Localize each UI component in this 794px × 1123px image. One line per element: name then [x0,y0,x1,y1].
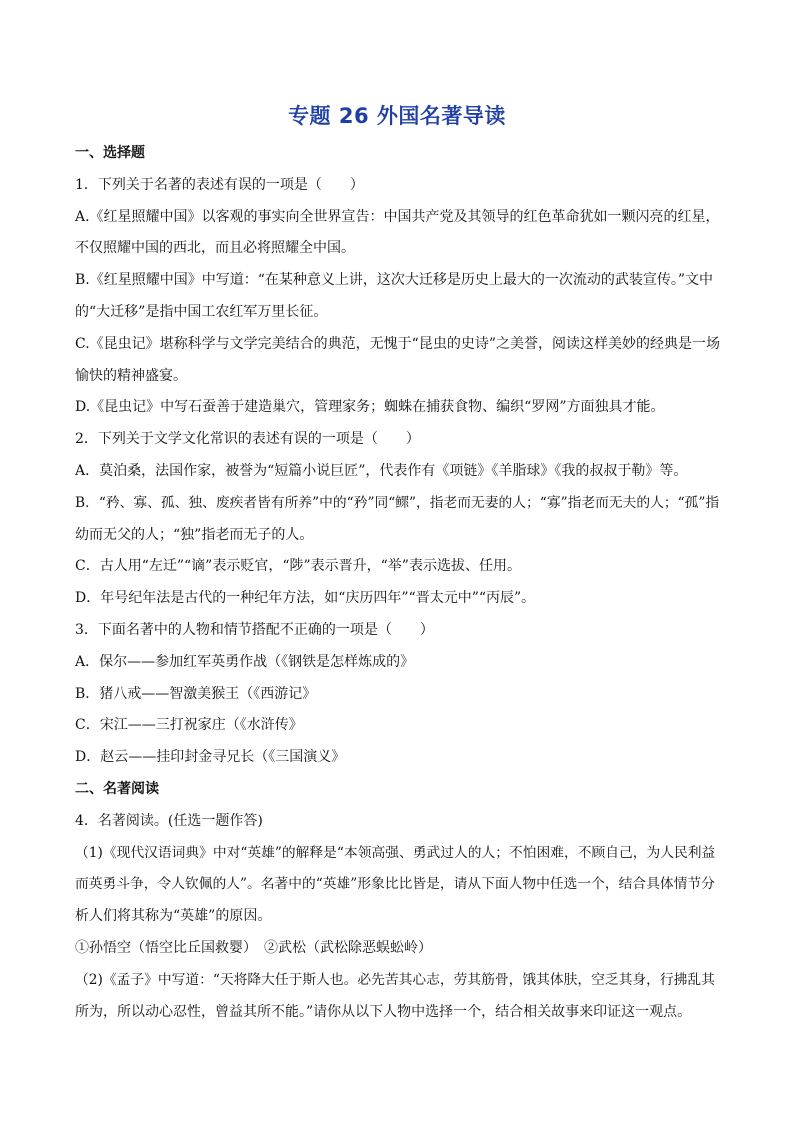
text-line: 不仅照耀中国的西北，而且必将照耀全中国。 [75,240,355,257]
text-line: D．赵云——挂印封金寻兄长（《三国演义》 [75,749,346,766]
text-line: 幼而无父的人；“独”指老而无子的人。 [75,526,314,543]
text-line: 4．名著阅读。(任选一题作答) [75,812,263,829]
text-line: 所为，所以动心忍性，曾益其所不能。”请你从以下人物中选择一个，结合相关故事来印证这一观点。 [75,1003,692,1020]
text-line: C．古人用“左迁”“谪”表示贬官，“陟”表示晋升，“举”表示选拔、任用。 [75,558,521,575]
text-line: 的“大迁移”是指中国工农红军万里长征。 [75,303,328,320]
text-line: 析人们将其称为“英雄”的原因。 [75,908,272,925]
text-line: （2)《孟子》中写道：“天将降大任于斯人也。必先苦其心志，劳其筋骨，饿其体肤，空乏其身，行拂乱其 [75,971,715,988]
section-heading: 二、名著阅读 [75,780,159,797]
text-line: B.《红星照耀中国》中写道：“在某种意义上讲，这次大迁移是历史上最大的一次流动的武装宣传。”文中 [75,272,714,289]
document-title: 专题 26 外国名著导读 [288,104,506,128]
text-line: A.《红星照耀中国》以客观的事实向全世界宣告：中国共产党及其领导的红色革命犹如一颗闪亮的红星， [75,208,720,225]
text-line: （1)《现代汉语词典》中对“英雄”的解释是“本领高强、勇武过人的人；不怕困难，不顾自己，为人民利益 [75,844,716,861]
text-line: C.《昆虫记》堪称科学与文学完美结合的典范，无愧于“昆虫的史诗”之美誉，阅读这样美妙的经典是一场 [75,335,720,352]
text-line: 3．下面名著中的人物和情节搭配不正确的一项是（ ） [75,621,434,638]
text-line: B．“矜、寡、孤、独、废疾者皆有所养”中的“矜”同“鳏”，指老而无妻的人；“寡”指老而无夫的人；“孤”指 [75,494,720,511]
text-line: D.《昆虫记》中写石蚕善于建造巢穴，管理家务；蜘蛛在捕获食物、编织“罗网”方面独具才能。 [75,399,665,416]
text-line: ①孙悟空（悟空比丘国救婴） ②武松（武松除恶蜈蚣岭） [75,939,432,956]
section-heading: 一、选择题 [75,145,145,161]
text-line: A．莫泊桑，法国作家，被誉为“短篇小说巨匠”，代表作有《项链》《羊脂球》《我的叔叔于勒》等。 [75,462,688,479]
document-body [75,145,725,1035]
text-line: 1．下列关于名著的表述有误的一项是（ ） [75,176,364,193]
text-line: B．猪八戒——智激美猴王（《西游记》 [75,685,317,702]
text-line: A．保尔——参加红军英勇作战（《钢铁是怎样炼成的》 [75,653,415,670]
text-line: D．年号纪年法是古代的一种纪年方法，如“庆历四年”“晋太元中”“丙辰”。 [75,590,536,607]
text-line: 而英勇斗争，令人钦佩的人”。名著中的“英雄”形象比比皆是，请从下面人物中任选一个，结合具体情节分 [75,876,715,893]
text-line: 2．下列关于文学文化常识的表述有误的一项是（ ） [75,431,420,448]
text-line: 愉快的精神盛宴。 [75,367,187,384]
text-line: C．宋江——三打祝家庄（《水浒传》 [75,717,303,734]
